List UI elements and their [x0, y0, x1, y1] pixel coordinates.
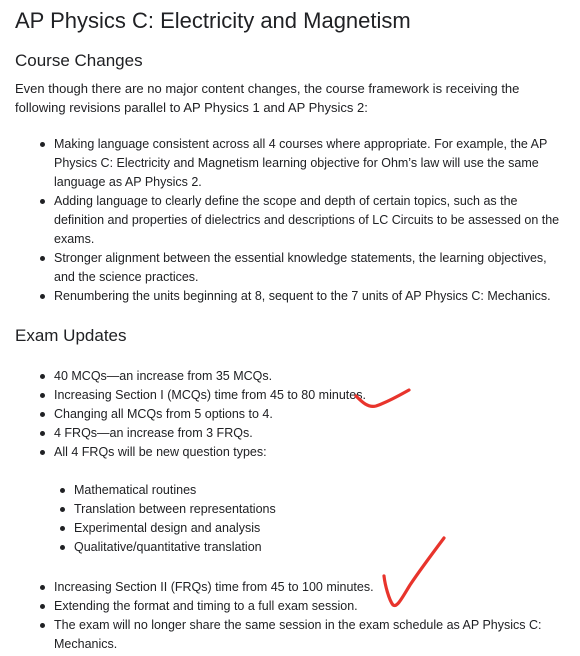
exam-updates-list-continued: [54, 578, 569, 654]
course-changes-intro: Even though there are no major content changes, the course framework is receiving the following revisions parallel to AP Physics 1 and AP Physics 2:: [15, 81, 520, 115]
list-item: Making language consistent across all 4 courses where appropriate. For example, the AP Physics C: Electricity and Magnetism learning objective for Ohm’s law will use the same language as AP Physics 2.: [54, 135, 569, 192]
list-item: Increasing Section I (MCQs) time from 45 to 80 minutes.: [54, 386, 554, 405]
list-item: Stronger alignment between the essential knowledge statements, the learning objectives, and the science practices.: [54, 249, 569, 287]
section-heading-course-changes: Course Changes: [15, 51, 143, 70]
list-item: Extending the format and timing to a full exam session.: [54, 597, 569, 616]
section-heading-exam-updates: Exam Updates: [15, 326, 127, 345]
list-item: 40 MCQs—an increase from 35 MCQs.: [54, 367, 554, 386]
list-item: Experimental design and analysis: [74, 519, 554, 538]
list-item: Renumbering the units beginning at 8, sequent to the 7 units of AP Physics C: Mechanics.: [54, 287, 569, 306]
page-title: AP Physics C: Electricity and Magnetism: [15, 8, 411, 33]
list-item: Adding language to clearly define the scope and depth of certain topics, such as the definition and properties of dielectrics and descriptions of LC Circuits to be assessed on the exams.: [54, 192, 569, 249]
list-item: The exam will no longer share the same session in the exam schedule as AP Physics C: Mechanics.: [54, 616, 569, 654]
exam-updates-list: [54, 367, 554, 462]
course-changes-list: [54, 135, 569, 306]
list-item: Increasing Section II (FRQs) time from 45 to 100 minutes.: [54, 578, 569, 597]
list-item: Changing all MCQs from 5 options to 4.: [54, 405, 554, 424]
list-item: Translation between representations: [74, 500, 554, 519]
list-item: Qualitative/quantitative translation: [74, 538, 554, 557]
list-item: All 4 FRQs will be new question types:: [54, 443, 554, 462]
list-item: 4 FRQs—an increase from 3 FRQs.: [54, 424, 554, 443]
frq-types-list: [74, 481, 554, 557]
list-item: Mathematical routines: [74, 481, 554, 500]
